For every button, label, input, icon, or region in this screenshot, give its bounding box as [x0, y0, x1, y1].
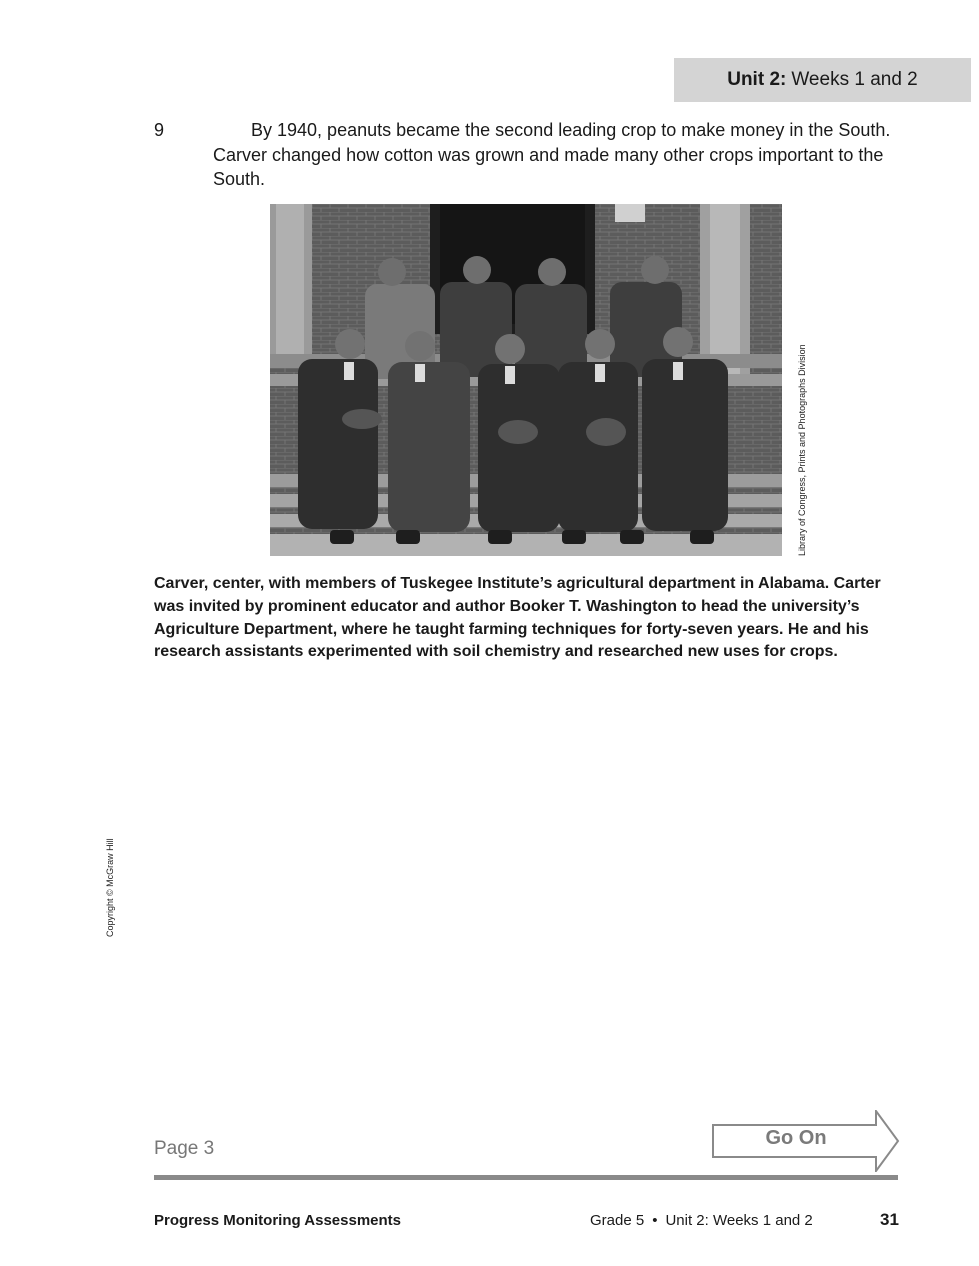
photo-caption: Carver, center, with members of Tuskegee Institute’s agricultural department in Alabama. Carter was invited by prominent educator and author Booker T. Washington to head the university’s Agriculture Department, where he taught farming techniques for forty-seven years. He and his research assistants experimented with soil chemistry and researched new uses for crops. [154, 575, 881, 661]
unit-header-bold: Unit 2: [727, 69, 787, 90]
copyright-note: Copyright © McGraw Hill [105, 838, 115, 937]
unit-header-tab [674, 58, 971, 102]
footer-grade: Grade 5 [590, 1212, 645, 1229]
footer-page-number: 31 [880, 1210, 899, 1229]
footer-unit: Unit 2: Weeks 1 and 2 [665, 1212, 813, 1229]
page-label: Page 3 [154, 1138, 215, 1159]
unit-header-text: Weeks 1 and 2 [791, 69, 918, 90]
photo-credit: Library of Congress, Prints and Photographs Division [797, 344, 807, 556]
footer-title: Progress Monitoring Assessments [154, 1212, 402, 1229]
go-on-label[interactable]: Go On [765, 1127, 827, 1149]
footer-separator: • [652, 1212, 658, 1229]
footer-rule [154, 1175, 898, 1180]
group-photo [270, 204, 782, 556]
footer-course-info [590, 1212, 813, 1229]
paragraph-body: By 1940, peanuts became the second leading crop to make money in the South. Carver changed how cotton was grown and made many other crops important to the South. [213, 120, 891, 189]
paragraph-number: 9 [154, 120, 165, 140]
paragraph-text [213, 118, 903, 192]
